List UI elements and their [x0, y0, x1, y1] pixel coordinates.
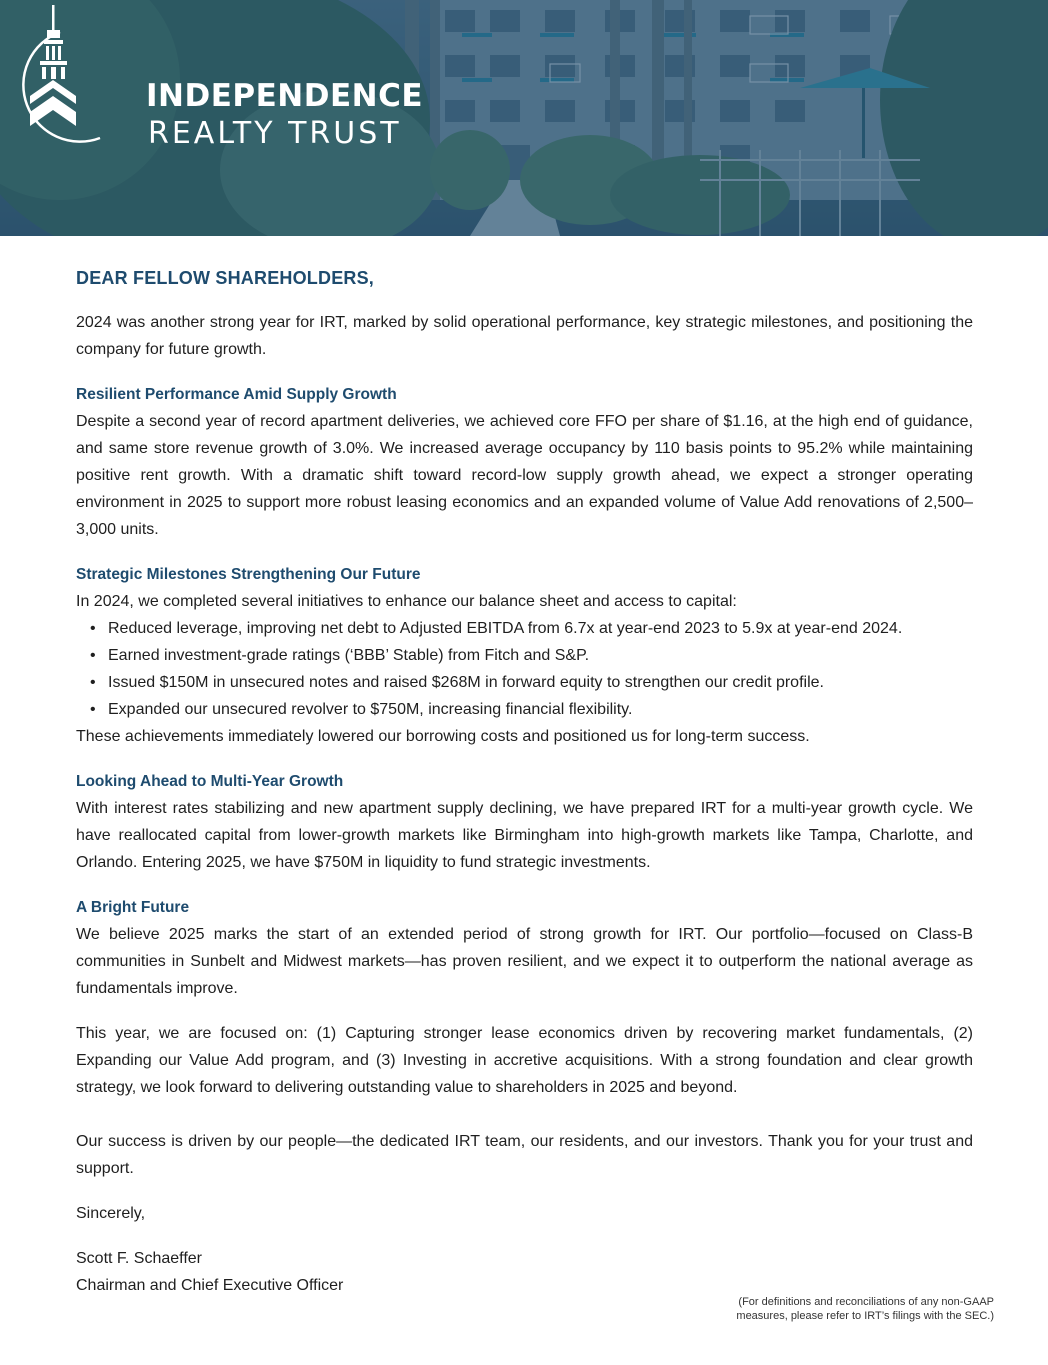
section-heading: Looking Ahead to Multi-Year Growth — [76, 773, 344, 790]
salutation: DEAR FELLOW SHAREHOLDERS, — [76, 268, 375, 288]
milestones-list — [90, 615, 973, 723]
list-item: • Issued $150M in unsecured notes and raised $268M in forward equity to strengthen our credit profile. — [90, 669, 973, 696]
section-paragraph: With interest rates stabilizing and new apartment supply declining, we have prepared IRT for a multi-year growth cycle. We have reallocated capital from lower-growth markets like Birmingham into high-growth markets like Tampa, Charlotte, and Orlando. Entering 2025, we have $750M in liquidity to fund strategic investments. — [76, 800, 973, 871]
list-item: • Earned investment-grade ratings (‘BBB’ Stable) from Fitch and S&P. — [90, 642, 973, 669]
section-heading: Resilient Performance Amid Supply Growth — [76, 386, 397, 403]
list-item: • Expanded our unsecured revolver to $750M, increasing financial flexibility. — [90, 696, 973, 723]
footnote-line: (For definitions and reconciliations of any non-GAAP — [738, 1296, 994, 1308]
section-paragraph: We believe 2025 marks the start of an extended period of strong growth for IRT. Our portfolio—focused on Class-B communities in Sunbelt and Midwest markets—has proven resilient, and we expect it to outperform the national average as fundamentals improve. — [76, 926, 973, 997]
section-heading: A Bright Future — [76, 899, 190, 916]
brand-name-line1: INDEPENDENCE — [146, 78, 424, 114]
intro-paragraph: 2024 was another strong year for IRT, marked by solid operational performance, key strategic milestones, and positioning the company for future growth. — [76, 314, 973, 358]
section-paragraph: Despite a second year of record apartment deliveries, we achieved core FFO per share of $1.16, at the high end of guidance, and same store revenue growth of 3.0%. We increased average occupancy by 110 basis points to 95.2% while maintaining positive rent growth. With a dramatic shift toward record-low supply growth ahead, we expect a stronger operating environment in 2025 to support more robust leasing economics and an expanded volume of Value Add renovations of 2,500–3,000 units. — [76, 413, 973, 538]
list-item: • Reduced leverage, improving net debt to Adjusted EBITDA from 6.7x at year-end 2023 to 5.9x at year-end 2024. — [90, 615, 973, 642]
section-heading: Strategic Milestones Strengthening Our Future — [76, 566, 421, 583]
section-paragraph: In 2024, we completed several initiatives to enhance our balance sheet and access to capital: — [76, 593, 737, 610]
signer-title: Chairman and Chief Executive Officer — [76, 1277, 344, 1294]
thanks-paragraph: Our success is driven by our people—the dedicated IRT team, our residents, and our investors. Thank you for your trust and support. — [76, 1133, 973, 1177]
focus-paragraph: This year, we are focused on: (1) Capturing stronger lease economics driven by recovering market fundamentals, (2) Expanding our Value Add program, and (3) Investing in accretive acquisitions. With a strong foundation and clear growth strategy, we look forward to delivering outstanding value to shareholders in 2025 and beyond. — [76, 1025, 973, 1096]
footnote — [694, 1295, 994, 1323]
footnote-line: measures, please refer to IRT’s filings with the SEC.) — [736, 1310, 994, 1322]
header-banner — [0, 0, 1048, 236]
brand-name-line2: REALTY TRUST — [148, 116, 402, 151]
signoff: Sincerely, — [76, 1205, 146, 1222]
section-paragraph: These achievements immediately lowered our borrowing costs and positioned us for long-term success. — [76, 728, 810, 745]
letter-body — [76, 268, 973, 1299]
signer-name: Scott F. Schaeffer — [76, 1250, 202, 1267]
